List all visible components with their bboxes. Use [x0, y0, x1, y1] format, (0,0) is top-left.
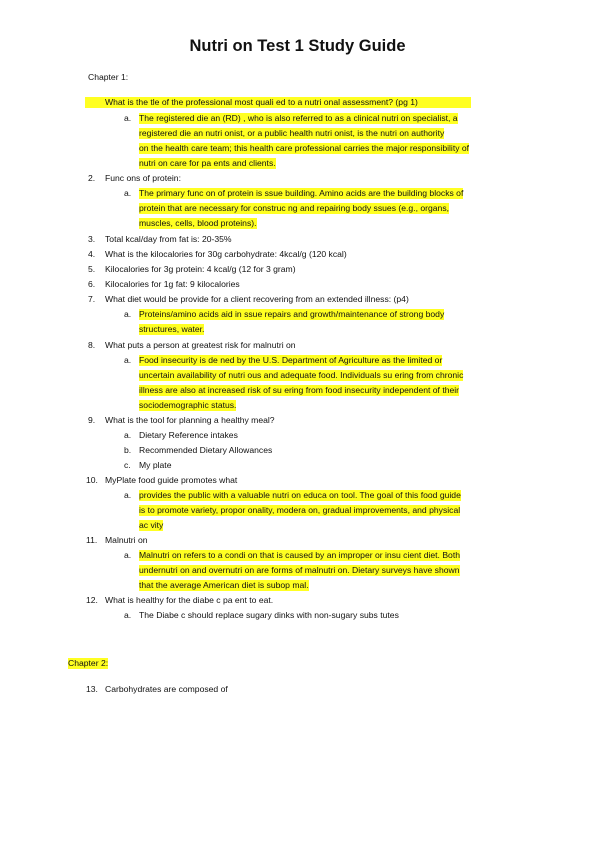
question-4: What is the kilocalories for 30g carbohydrate: 4kcal/g (120 kcal): [105, 249, 347, 259]
item-letter: a.: [124, 490, 132, 500]
chapter-1-heading: Chapter 1:: [88, 72, 129, 82]
answer-8a-line: sociodemographic status.: [139, 400, 237, 410]
answer-11a-line: Malnutri on refers to a condi on that is caused by an improper or insu cient diet. Both: [139, 550, 461, 560]
item-number: 11.: [86, 535, 98, 545]
item-letter: a.: [124, 355, 132, 365]
answer-9c: My plate: [139, 460, 172, 470]
item-letter: a.: [124, 610, 132, 620]
answer-9a: Dietary Reference intakes: [139, 430, 238, 440]
item-number: 10.: [86, 475, 98, 485]
question-5: Kilocalories for 3g protein: 4 kcal/g (12 for 3 gram): [105, 264, 296, 274]
question-3: Total kcal/day from fat is: 20-35%: [105, 234, 232, 244]
answer-1a-line: nutri on care for pa ents and clients.: [139, 158, 276, 168]
item-letter: c.: [124, 460, 131, 470]
answer-10a-line: is to promote variety, propor onality, modera on, gradual improvements, and physical: [139, 505, 461, 515]
question-12: What is healthy for the diabe c pa ent to eat.: [105, 595, 274, 605]
item-number: 12.: [86, 595, 98, 605]
page-title: Nutri on Test 1 Study Guide: [189, 37, 406, 55]
answer-7a-line: Proteins/amino acids aid in ssue repairs and growth/maintenance of strong body: [139, 309, 445, 319]
answer-8a-line: uncertain availability of nutri ous and adequate food. Individuals su ering from chronic: [139, 370, 464, 380]
answer-8a-line: illness are also at increased risk of su ering from food insecurity independent of their: [139, 385, 460, 395]
item-number: 2.: [88, 173, 96, 183]
question-13: Carbohydrates are composed of: [105, 684, 228, 694]
item-number: 4.: [88, 249, 96, 259]
answer-7a-line: structures, water.: [139, 324, 205, 334]
answer-1a-line: registered die an nutri onist, or a public health nutri onist, is the nutri on authority: [139, 128, 445, 138]
question-2: Func ons of protein:: [105, 173, 181, 183]
item-letter: a.: [124, 430, 132, 440]
item-number: 9.: [88, 415, 96, 425]
answer-2a-line: protein that are necessary for construc ng and repairing body ssues (e.g., organs,: [139, 203, 450, 213]
item-number: 3.: [88, 234, 96, 244]
item-letter: a.: [124, 188, 132, 198]
question-7: What diet would be provide for a client recovering from an extended illness: (p4): [105, 294, 409, 304]
item-number: 6.: [88, 279, 96, 289]
answer-1a-line: on the health care team; this health care professional carries the major responsibility of: [139, 143, 470, 153]
item-letter: b.: [124, 445, 132, 455]
chapter-2-heading: Chapter 2:: [68, 658, 109, 668]
answer-2a-line: The primary func on of protein is ssue building. Amino acids are the building blocks of: [139, 188, 464, 198]
item-number: 5.: [88, 264, 96, 274]
item-number: 8.: [88, 340, 96, 350]
question-11: Malnutri on: [105, 535, 148, 545]
question-6: Kilocalories for 1g fat: 9 kilocalories: [105, 279, 240, 289]
answer-2a-line: muscles, cells, blood proteins).: [139, 218, 257, 228]
question-8: What puts a person at greatest risk for malnutri on: [105, 340, 296, 350]
question-1: What is the tle of the professional most quali ed to a nutri onal assessment? (pg 1): [85, 97, 471, 108]
answer-8a-line: Food insecurity is de ned by the U.S. Department of Agriculture as the limited or: [139, 355, 443, 365]
answer-1a-line: The registered die an (RD) , who is also referred to as a clinical nutri on specialist, a: [139, 113, 458, 123]
answer-12a: The Diabe c should replace sugary dinks with non-sugary subs tutes: [139, 610, 399, 620]
question-10: MyPlate food guide promotes what: [105, 475, 238, 485]
answer-11a-line: that the average American diet is subop mal.: [139, 580, 309, 590]
question-9: What is the tool for planning a healthy meal?: [105, 415, 275, 425]
item-number: 13.: [86, 684, 98, 694]
item-number: 7.: [88, 294, 96, 304]
item-letter: a.: [124, 113, 132, 123]
item-letter: a.: [124, 309, 132, 319]
answer-9b: Recommended Dietary Allowances: [139, 445, 273, 455]
answer-10a-line: ac vity: [139, 520, 164, 530]
item-letter: a.: [124, 550, 132, 560]
answer-11a-line: undernutri on and overnutri on are forms of malnutri on. Dietary surveys have shown: [139, 565, 460, 575]
answer-10a-line: provides the public with a valuable nutri on educa on tool. The goal of this food guide: [139, 490, 461, 500]
